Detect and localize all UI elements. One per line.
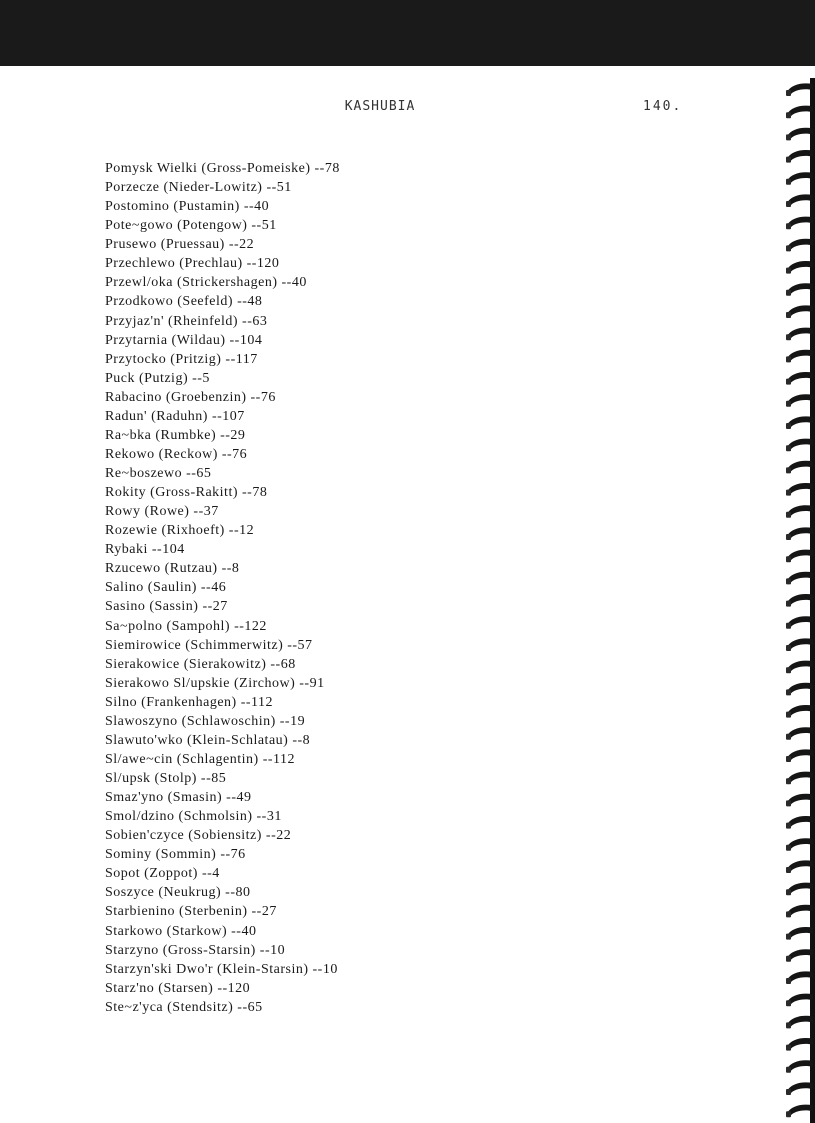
binding-coil (786, 594, 813, 607)
list-item: Smaz'yno (Smasin) --49 (105, 790, 252, 806)
list-item: Re~boszewo --65 (105, 466, 212, 481)
binding-coil (786, 949, 813, 962)
binding-coil (786, 661, 813, 674)
binding-coil (786, 749, 813, 762)
binding-coil (786, 994, 813, 1007)
list-item: Silno (Frankenhagen) --112 (105, 694, 273, 710)
binding-coil (786, 439, 813, 452)
list-item: Postomino (Pustamin) --40 (105, 199, 270, 215)
list-item: Starzyno (Gross-Starsin) --10 (105, 942, 286, 958)
binding-coil (786, 527, 813, 540)
list-item: Siemirowice (Schimmerwitz) --57 (105, 637, 313, 653)
list-item: Starkowo (Starkow) --40 (105, 923, 257, 939)
binding-coil (786, 150, 813, 163)
binding-coil (786, 372, 813, 385)
binding-coil (786, 328, 813, 341)
list-item: Rozewie (Rixhoeft) --12 (105, 523, 255, 539)
binding-coil (786, 1105, 813, 1118)
binding-coil (786, 816, 813, 829)
binding-coil (786, 217, 813, 230)
list-item: Przewl/oka (Strickershagen) --40 (105, 275, 307, 291)
binding-coil (786, 394, 813, 407)
list-item: Ra~bka (Rumbke) --29 (105, 427, 246, 443)
binding-coil (786, 1038, 813, 1051)
binding-coil (786, 971, 813, 984)
list-item: Rekowo (Reckow) --76 (105, 446, 248, 462)
list-item: Przytocko (Pritzig) --117 (105, 351, 258, 367)
list-item: Porzecze (Nieder-Lowitz) --51 (105, 180, 292, 196)
binding-coil (786, 705, 813, 718)
list-item: Prusewo (Pruessau) --22 (105, 237, 255, 253)
list-item: Przechlewo (Prechlau) --120 (105, 256, 280, 272)
spiral-binding (785, 78, 815, 1123)
binding-coil (786, 683, 813, 696)
list-item: Rybaki --104 (105, 542, 185, 558)
binding-coil (786, 461, 813, 474)
list-item: Rabacino (Groebenzin) --76 (105, 389, 276, 405)
binding-coil (786, 883, 813, 896)
binding-coil (786, 860, 813, 873)
binding-coil (786, 128, 813, 141)
list-item: Rowy (Rowe) --37 (105, 504, 219, 520)
binding-coil (786, 638, 813, 651)
binding-coil (786, 305, 813, 318)
list-item: Rokity (Gross-Rakitt) --78 (105, 485, 268, 501)
list-item: Pomysk Wielki (Gross-Pomeiske) --78 (105, 161, 340, 176)
binding-coil (786, 1060, 813, 1073)
list-item: Soszyce (Neukrug) --80 (105, 885, 251, 901)
list-item: Przyjaz'n' (Rheinfeld) --63 (105, 313, 268, 329)
list-item: Sobien'czyce (Sobiensitz) --22 (105, 828, 292, 844)
list-item: Przodkowo (Seefeld) --48 (105, 294, 263, 310)
list-item: Sasino (Sassin) --27 (105, 599, 228, 615)
binding-coil (786, 283, 813, 296)
binding-coil (786, 194, 813, 207)
binding-coil (786, 838, 813, 851)
list-item: Radun' (Raduhn) --107 (105, 408, 245, 424)
list-item: Salino (Saulin) --46 (105, 580, 227, 596)
list-item: Puck (Putzig) --5 (105, 370, 210, 386)
page-title: KASHUBIA (344, 99, 416, 114)
binding-coil (786, 772, 813, 785)
list-item: Slawoszyno (Schlawoschin) --19 (105, 713, 306, 729)
list-item: Ste~z'yca (Stendsitz) --65 (105, 999, 263, 1015)
list-item: Sl/upsk (Stolp) --85 (105, 771, 227, 786)
list-item: Starz'no (Starsen) --120 (105, 980, 251, 996)
binding-coil (786, 416, 813, 429)
binding-coil (786, 616, 813, 629)
list-item: Smol/dzino (Schmolsin) --31 (105, 809, 282, 825)
page-number: 140. (643, 99, 683, 114)
list-item: Sierakowo Sl/upskie (Zirchow) --91 (105, 675, 325, 691)
list-item: Starzyn'ski Dwo'r (Klein-Starsin) --10 (105, 961, 338, 977)
binding-coil (786, 350, 813, 363)
gazetteer-list (105, 159, 340, 1017)
scan-top-edge (0, 0, 815, 66)
binding-coil (786, 106, 813, 119)
list-item: Sa~polno (Sampohl) --122 (105, 618, 267, 634)
binding-coil (786, 927, 813, 940)
binding-coil (786, 727, 813, 740)
binding-coil (786, 239, 813, 252)
list-item: Sopot (Zoppot) --4 (105, 866, 220, 882)
binding-coil (786, 905, 813, 918)
binding-coil (786, 1082, 813, 1095)
binding-coil (786, 172, 813, 185)
binding-coil (786, 483, 813, 496)
binding-coil (786, 83, 813, 96)
list-item: Przytarnia (Wildau) --104 (105, 332, 263, 348)
binding-coil (786, 572, 813, 585)
binding-coil (786, 794, 813, 807)
binding-coil (786, 1016, 813, 1029)
list-item: Sominy (Sommin) --76 (105, 847, 246, 863)
list-item: Slawuto'wko (Klein-Schlatau) --8 (105, 732, 311, 748)
list-item: Sl/awe~cin (Schlagentin) --112 (105, 751, 296, 767)
list-item: Pote~gowo (Potengow) --51 (105, 218, 277, 234)
binding-coil (786, 505, 813, 518)
list-item: Starbienino (Sterbenin) --27 (105, 904, 277, 920)
binding-coil (786, 550, 813, 563)
list-item: Sierakowice (Sierakowitz) --68 (105, 656, 296, 672)
binding-coil (786, 261, 813, 274)
list-item: Rzucewo (Rutzau) --8 (105, 561, 240, 577)
